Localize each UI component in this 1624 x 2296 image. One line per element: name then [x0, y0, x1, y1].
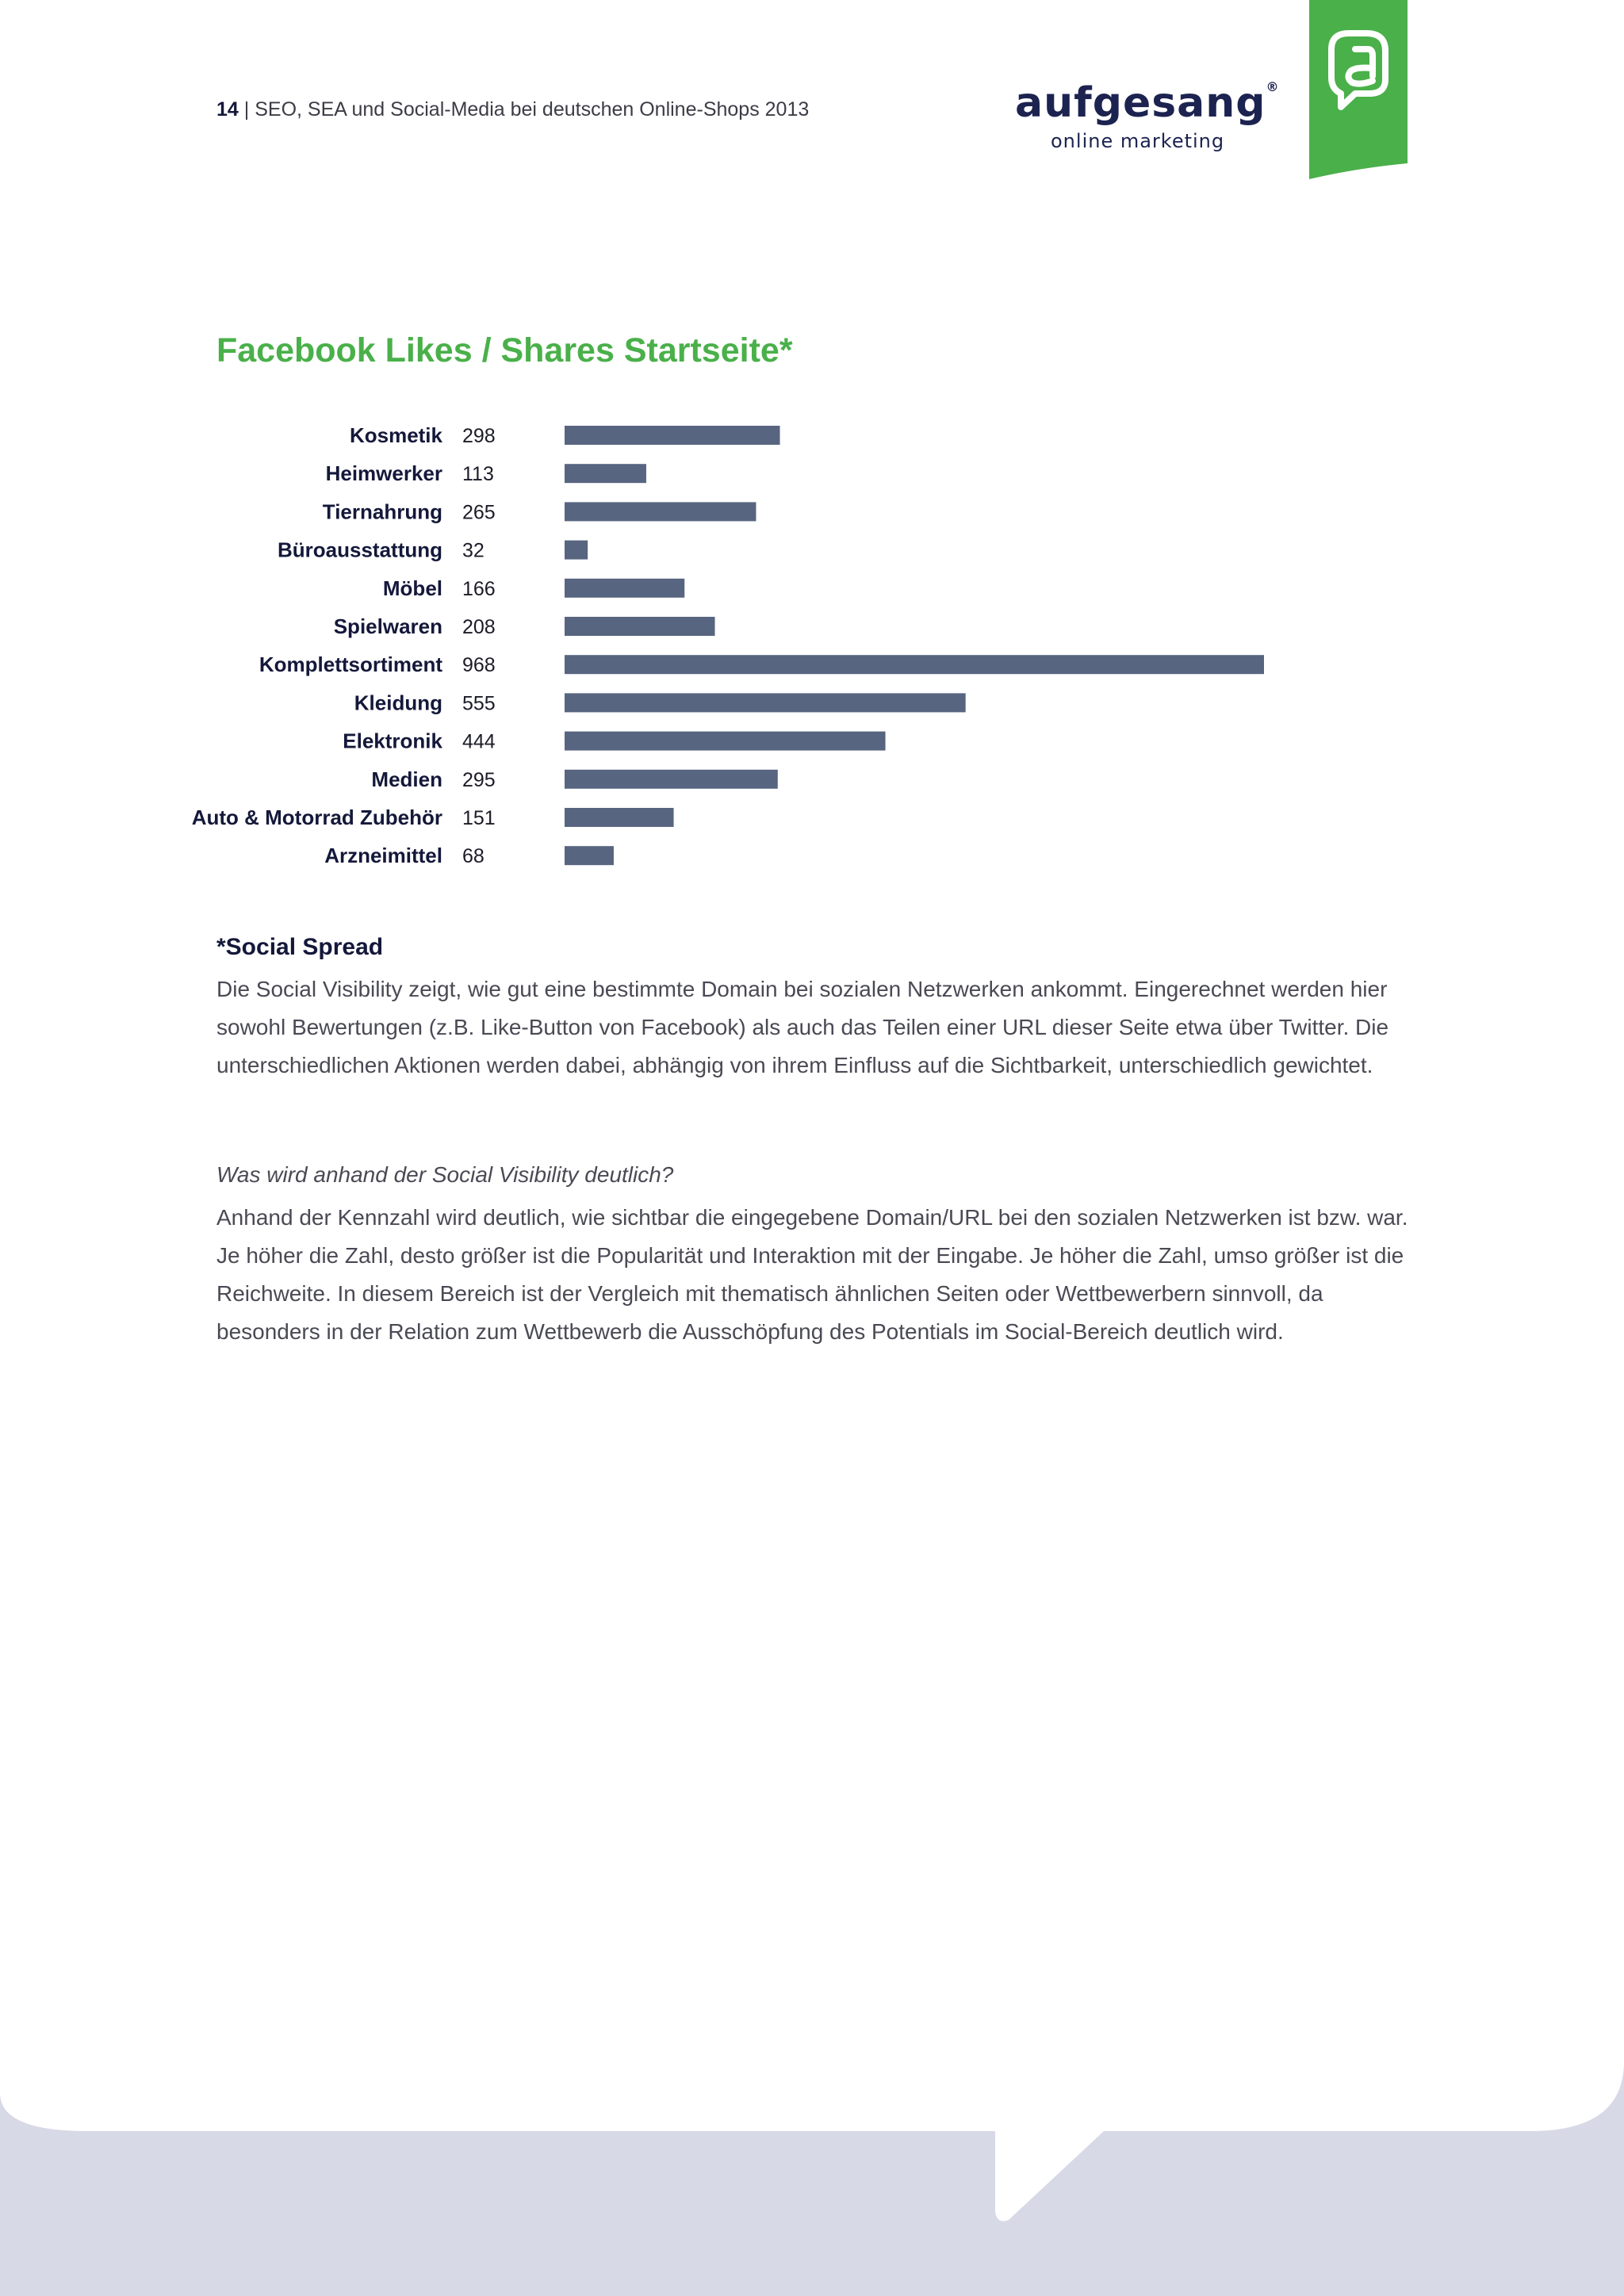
bar [565, 770, 778, 789]
page-number: 14 [216, 98, 239, 121]
value-label: 444 [462, 730, 496, 753]
document-title: SEO, SEA und Social-Media bei deutschen Online-Shops 2013 [255, 98, 810, 121]
bar [565, 655, 1264, 674]
category-label: Kosmetik [349, 423, 442, 447]
value-label: 265 [462, 501, 496, 524]
category-label: Medien [371, 767, 442, 791]
value-label: 968 [462, 654, 496, 677]
category-label: Büroausstattung [278, 538, 442, 562]
category-label: Möbel [382, 576, 442, 600]
bar [565, 808, 674, 827]
bar [565, 502, 756, 521]
category-label: Elektronik [343, 729, 442, 753]
bar [565, 693, 966, 712]
value-label: 298 [462, 425, 496, 447]
footnote-paragraph-1: Die Social Visibility zeigt, wie gut eine bestimmte Domain bei sozialen Netzwerken ankommt. Eingerechnet werden hier sowohl Bewertungen (z.B. Like-Button von Facebook) als auch das Teilen einer URL dieser Seite etwa über Twitter. Die unterschiedlichen Aktionen werden dabei, abhängig von ihrem Einfluss auf die Sichtbarkeit, unterschiedlich gewichtet. [216, 977, 1389, 1077]
category-label: Arzneimittel [324, 844, 442, 868]
category-label: Spielwaren [333, 614, 442, 638]
value-label: 208 [462, 616, 496, 638]
bar [565, 579, 684, 598]
value-label: 555 [462, 692, 496, 715]
value-label: 151 [462, 807, 496, 829]
bar [565, 464, 646, 483]
chart-title: Facebook Likes / Shares Startseite* [216, 331, 793, 369]
footnote-paragraph-2: Anhand der Kennzahl wird deutlich, wie sichtbar die eingegebene Domain/URL bei den sozialen Netzwerken ist bzw. war. Je höher die Zahl, desto größer ist die Popularität und Interaktion mit der Eingabe. Je höher die Zahl, umso größer ist die Reichweite. In diesem Bereich ist der Vergleich mit thematisch ähnlichen Seiten oder Wettbewerbern sinnvoll, da besonders in der Relation zum Wettbewerb die Ausschöpfung des Potentials im Social-Bereich deutlich wird. [216, 1205, 1408, 1344]
header-separator: | [243, 98, 250, 121]
bar-chart [0, 0, 1624, 896]
category-label: Kleidung [354, 691, 442, 715]
value-label: 68 [462, 845, 485, 868]
value-label: 113 [462, 463, 494, 486]
logo-wordmark: aufgesang® [1015, 79, 1280, 127]
value-label: 32 [462, 539, 485, 562]
value-label: 295 [462, 768, 496, 791]
footnote-title: *Social Spread [216, 934, 384, 960]
value-label: 166 [462, 577, 496, 600]
bar [565, 732, 886, 751]
category-label: Auto & Motorrad Zubehör [191, 806, 442, 829]
category-label: Komplettsortiment [259, 652, 442, 677]
footnote-question: Was wird anhand der Social Visibility deutlich? [216, 1162, 674, 1187]
category-label: Tiernahrung [322, 499, 442, 524]
logo-tagline: online marketing [1051, 130, 1225, 152]
bar [565, 541, 588, 560]
bar [565, 426, 780, 445]
bar [565, 617, 715, 636]
category-label: Heimwerker [325, 461, 442, 486]
bar [565, 846, 614, 865]
